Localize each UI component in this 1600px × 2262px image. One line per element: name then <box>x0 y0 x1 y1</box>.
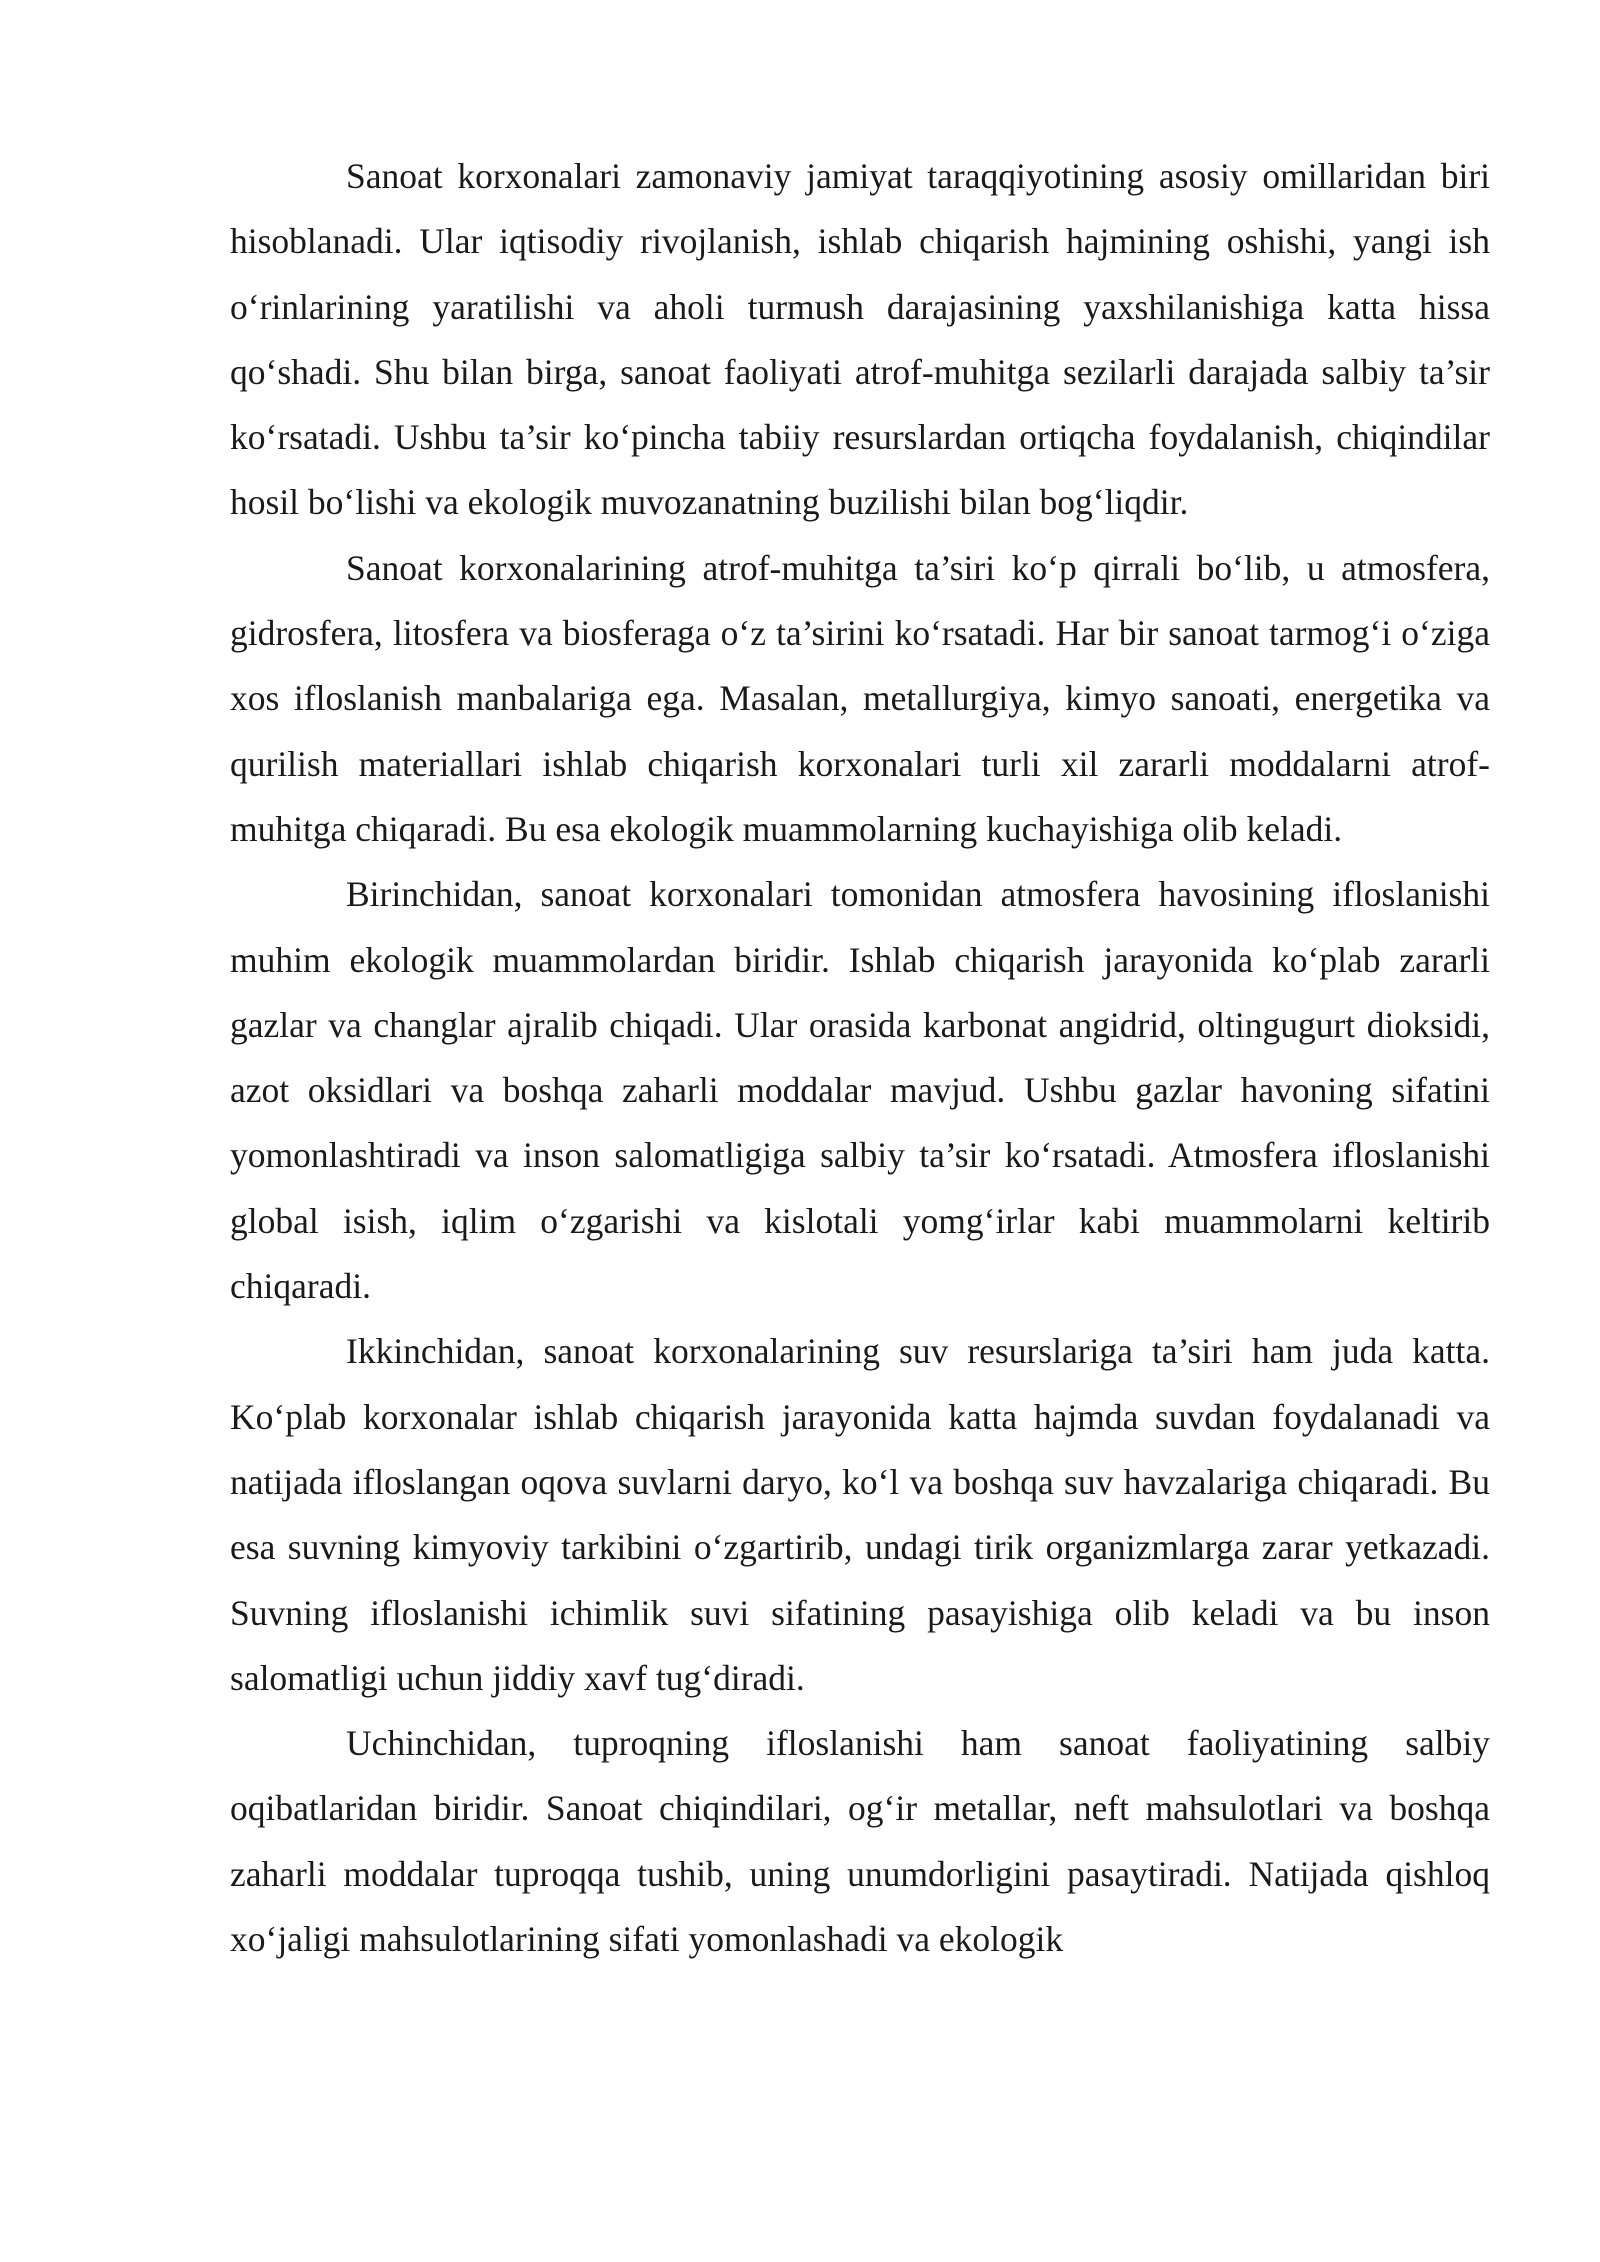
paragraph-5: Uchinchidan, tuproqning ifloslanishi ham sanoat faoliyatining salbiy oqibatlaridan biridir. Sanoat chiqindilari, og‘ir metallar, neft mahsulotlari va boshqa zaharli moddalar tuproqqa tushib, uning unumdorligini pasaytiradi. Natijada qishloq xo‘jaligi mahsulotlarining sifati yomonlashadi va ekologik <box>230 1723 1490 1960</box>
paragraph-2: Sanoat korxonalarining atrof-muhitga ta’siri ko‘p qirrali bo‘lib, u atmosfera, gidrosfera, litosfera va biosferaga o‘z ta’sirini ko‘rsatadi. Har bir sanoat tarmog‘i o‘ziga xos ifloslanish manbalariga ega. Masalan, metallurgiya, kimyo sanoati, energetika va qurilish materiallari ishlab chiqarish korxonalari turli xil zararli moddalarni atrof-muhitga chiqaradi. Bu esa ekologik muammolarning kuchayishiga olib keladi. <box>230 547 1490 849</box>
paragraph-3: Birinchidan, sanoat korxonalari tomonidan atmosfera havosining ifloslanishi muhim ekologik muammolardan biridir. Ishlab chiqarish jarayonida ko‘plab zararli gazlar va changlar ajralib chiqadi. Ular orasida karbonat angidrid, oltingugurt dioksidi, azot oksidlari va boshqa zaharli moddalar mavjud. Ushbu gazlar havoning sifatini yomonlashtiradi va inson salomatligiga salbiy ta’sir ko‘rsatadi. Atmosfera ifloslanishi global isish, iqlim o‘zgarishi va kislotali yomg‘irlar kabi muammolarni keltirib chiqaradi. <box>230 874 1490 1307</box>
paragraph-4: Ikkinchidan, sanoat korxonalarining suv resurslariga ta’siri ham juda katta. Ko‘plab korxonalar ishlab chiqarish jarayonida katta hajmda suvdan foydalanadi va natijada ifloslangan oqova suvlarni daryo, ko‘l va boshqa suv havzalariga chiqaradi. Bu esa suvning kimyoviy tarkibini o‘zgartirib, undagi tirik organizmlarga zarar yetkazadi. Suvning ifloslanishi ichimlik suvi sifatining pasayishiga olib keladi va bu inson salomatligi uchun jiddiy xavf tug‘diradi. <box>230 1331 1490 1698</box>
document-body <box>230 144 1490 1972</box>
paragraph-1: Sanoat korxonalari zamonaviy jamiyat taraqqiyotining asosiy omillaridan biri hisoblanadi. Ular iqtisodiy rivojlanish, ishlab chiqarish hajmining oshishi, yangi ish o‘rinlarining yaratilishi va aholi turmush darajasining yaxshilanishiga katta hissa qo‘shadi. Shu bilan birga, sanoat faoliyati atrof-muhitga sezilarli darajada salbiy ta’sir ko‘rsatadi. Ushbu ta’sir ko‘pincha tabiiy resurslardan ortiqcha foydalanish, chiqindilar hosil bo‘lishi va ekologik muvozanatning buzilishi bilan bog‘liqdir. <box>230 156 1490 523</box>
